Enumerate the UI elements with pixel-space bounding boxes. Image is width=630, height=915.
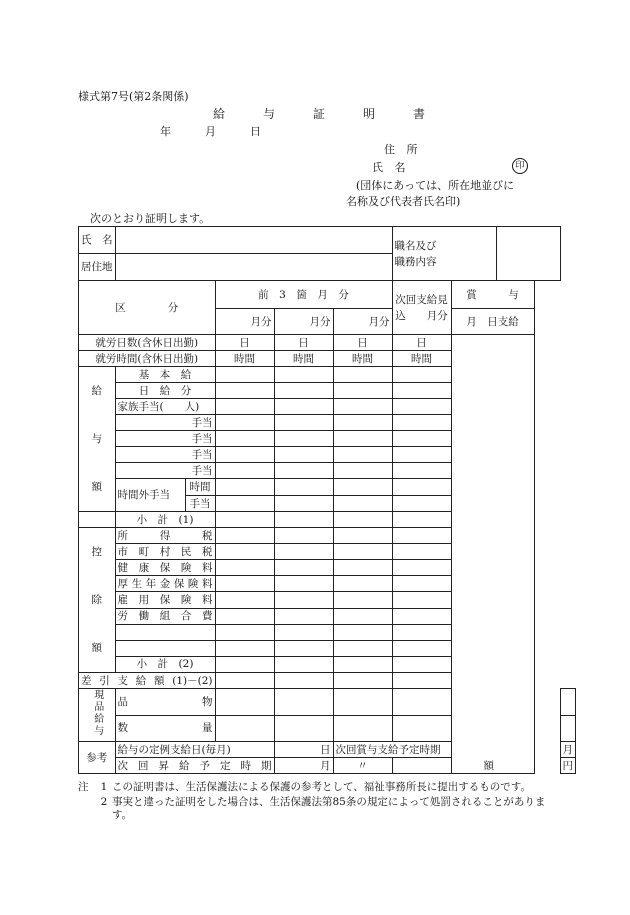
basic-pay-label: 基 本 給 xyxy=(115,367,215,383)
cell[interactable] xyxy=(274,689,333,716)
raise-amount-field[interactable]: 円 xyxy=(560,758,576,774)
work-hours-label: 就労時間(含休日出勤) xyxy=(79,351,216,367)
cell[interactable] xyxy=(333,431,392,447)
cell[interactable] xyxy=(215,673,274,689)
page-title: 給与証明書 xyxy=(213,107,464,121)
cell[interactable] xyxy=(333,656,392,672)
work-hours-m3[interactable]: 時間 xyxy=(333,351,392,367)
cell[interactable] xyxy=(333,689,392,716)
work-days-m2[interactable]: 日 xyxy=(274,335,333,351)
cell[interactable] xyxy=(215,383,274,399)
cell[interactable] xyxy=(392,383,451,399)
cell[interactable] xyxy=(215,544,274,560)
cell[interactable] xyxy=(274,415,333,431)
cell[interactable] xyxy=(215,415,274,431)
cell[interactable] xyxy=(215,512,274,528)
position-field[interactable] xyxy=(496,227,560,281)
cell[interactable] xyxy=(392,640,451,656)
cell[interactable] xyxy=(215,399,274,415)
overtime-label: 時間外手当 xyxy=(115,479,185,512)
note-item: 注 1 この証明書は、生活保護法による保護の参考として、福祉事務所長に提出するものです。 xyxy=(78,781,531,793)
in-kind-label: 現品給与 xyxy=(79,689,116,742)
cell[interactable] xyxy=(392,399,451,415)
cell[interactable] xyxy=(333,367,392,383)
cell[interactable] xyxy=(392,431,451,447)
address-label: 居住地 xyxy=(79,254,116,281)
regular-payday-field[interactable]: 日 xyxy=(274,742,333,758)
next-raise-field[interactable]: 月 xyxy=(274,758,333,774)
cell[interactable] xyxy=(274,496,333,512)
work-hours-next[interactable]: 時間 xyxy=(392,351,451,367)
cell[interactable] xyxy=(274,656,333,672)
work-days-next[interactable]: 日 xyxy=(392,335,451,351)
month-col-2: 月分 xyxy=(274,309,333,335)
cell[interactable] xyxy=(215,496,274,512)
salary-group-label: 給 与 額 xyxy=(79,367,116,512)
family-allowance-label: 家族手当( 人) xyxy=(115,399,215,415)
cell[interactable] xyxy=(274,463,333,479)
net-amount-label: 差引支給額(1)－(2) xyxy=(79,673,216,689)
bonus-area[interactable] xyxy=(451,335,534,774)
cell[interactable] xyxy=(392,715,451,742)
cell[interactable] xyxy=(274,399,333,415)
work-hours-m1[interactable]: 時間 xyxy=(215,351,274,367)
cell[interactable] xyxy=(274,592,333,608)
overtime-hours-label: 時間 xyxy=(185,479,215,496)
in-kind-quantity-label: 数 量 xyxy=(115,715,215,742)
cell[interactable] xyxy=(215,431,274,447)
cell[interactable] xyxy=(333,399,392,415)
cell[interactable] xyxy=(333,608,392,624)
month-col-1: 月分 xyxy=(215,309,274,335)
seal-mark: 印 xyxy=(512,158,528,174)
issuer-address-label: 住 所 xyxy=(384,143,422,156)
salary-certificate-table xyxy=(78,226,576,774)
date-year-label: 年 xyxy=(160,125,171,138)
certify-text: 次のとおり証明します。 xyxy=(90,212,211,225)
cell[interactable] xyxy=(274,512,333,528)
allowance-label: 手当 xyxy=(115,463,215,479)
raise-amount-label: 額 xyxy=(392,758,496,774)
deduction-item-health-insurance: 健康保険料 xyxy=(115,560,215,576)
issuer-name-label: 氏 名 xyxy=(372,161,410,174)
cell[interactable] xyxy=(333,383,392,399)
cell[interactable] xyxy=(274,624,333,640)
cell[interactable] xyxy=(333,528,392,544)
cell[interactable] xyxy=(392,689,451,716)
salary-subtotal-label: 小 計 (1) xyxy=(115,512,215,528)
deduction-group-label: 控 除 額 xyxy=(79,528,116,673)
deduction-item-employment-insurance: 雇用保険料 xyxy=(115,592,215,608)
name-label: 氏 名 xyxy=(79,227,116,254)
cell[interactable] xyxy=(392,528,451,544)
cell[interactable] xyxy=(274,431,333,447)
deduction-item-pension: 厚生年金保険料 xyxy=(115,576,215,592)
cell[interactable] xyxy=(274,447,333,463)
cell[interactable] xyxy=(215,463,274,479)
cell[interactable] xyxy=(333,576,392,592)
cell[interactable] xyxy=(392,479,451,496)
cell[interactable] xyxy=(215,656,274,672)
cell[interactable] xyxy=(392,415,451,431)
issue-date xyxy=(160,123,295,139)
cell[interactable] xyxy=(274,715,333,742)
cell[interactable] xyxy=(333,463,392,479)
cell[interactable] xyxy=(333,640,392,656)
cell[interactable] xyxy=(274,528,333,544)
in-kind-item-label: 品 物 xyxy=(115,689,215,716)
bonus-header: 賞 与 xyxy=(451,281,534,309)
cell[interactable] xyxy=(215,479,274,496)
cell[interactable] xyxy=(333,624,392,640)
cell[interactable] xyxy=(215,715,274,742)
cell[interactable] xyxy=(215,528,274,544)
address-field[interactable] xyxy=(115,254,392,281)
cell[interactable] xyxy=(215,689,274,716)
next-pay-header: 次回支給見 込 月分 xyxy=(392,281,451,335)
cell[interactable] xyxy=(392,624,451,640)
deduction-subtotal-label: 小 計 (2) xyxy=(115,656,215,672)
cell[interactable] xyxy=(392,512,451,528)
cell[interactable] xyxy=(333,715,392,742)
cell[interactable] xyxy=(274,576,333,592)
cell[interactable] xyxy=(333,496,392,512)
cell[interactable] xyxy=(215,640,274,656)
cell[interactable] xyxy=(392,576,451,592)
org-note-line1: (団体にあっては、所在地並びに xyxy=(356,179,515,192)
notes xyxy=(78,781,558,824)
category-header: 区 分 xyxy=(79,281,216,335)
work-days-label: 就労日数(含休日出勤) xyxy=(79,335,216,351)
prev3-months-header: 前 3 箇 月 分 xyxy=(215,281,392,309)
cell[interactable] xyxy=(333,479,392,496)
cell[interactable] xyxy=(274,560,333,576)
cell[interactable] xyxy=(215,608,274,624)
cell[interactable] xyxy=(392,673,451,689)
date-day-label: 日 xyxy=(250,125,261,138)
cell[interactable] xyxy=(274,673,333,689)
allowance-label: 手当 xyxy=(115,431,215,447)
cell[interactable] xyxy=(274,367,333,383)
daily-pay-label: 日 給 分 xyxy=(115,383,215,399)
next-raise-label: 次回昇給予定時期 xyxy=(115,758,274,774)
name-field[interactable] xyxy=(115,227,392,254)
cell[interactable] xyxy=(274,608,333,624)
regular-payday-label: 給与の定例支給日(毎月) xyxy=(115,742,274,758)
cell[interactable] xyxy=(274,479,333,496)
month-col-3: 月分 xyxy=(333,309,392,335)
cell[interactable] xyxy=(274,383,333,399)
deduction-blank-label[interactable] xyxy=(115,640,215,656)
cell[interactable] xyxy=(333,592,392,608)
cell[interactable] xyxy=(333,447,392,463)
deduction-item-union-fee: 労働組合費 xyxy=(115,608,215,624)
cell[interactable] xyxy=(392,544,451,560)
position-label: 職名及び 職務内容 xyxy=(392,227,496,281)
allowance-label: 手当 xyxy=(115,415,215,431)
cell[interactable] xyxy=(560,689,576,716)
cell[interactable] xyxy=(392,608,451,624)
cell[interactable] xyxy=(215,447,274,463)
work-days-m1[interactable]: 日 xyxy=(215,335,274,351)
cell[interactable] xyxy=(215,592,274,608)
next-bonus-label: 次回賞与支給予定時期 xyxy=(333,742,496,758)
overtime-allowance-label: 手当 xyxy=(185,496,215,512)
cell[interactable] xyxy=(392,592,451,608)
deduction-blank-label[interactable] xyxy=(115,624,215,640)
cell[interactable] xyxy=(392,463,451,479)
work-days-m3[interactable]: 日 xyxy=(333,335,392,351)
cell[interactable] xyxy=(274,640,333,656)
cell[interactable] xyxy=(215,560,274,576)
next-bonus-field[interactable]: 月 xyxy=(560,742,576,758)
cell[interactable] xyxy=(333,415,392,431)
cell[interactable] xyxy=(215,624,274,640)
ditto-mark: 〃 xyxy=(333,758,392,774)
allowance-label: 手当 xyxy=(115,447,215,463)
note-item: 2 事実と違った証明をした場合は、生活保護法第85条の規定によって処罰されることがあります。 xyxy=(100,796,546,821)
cell[interactable] xyxy=(392,447,451,463)
cell[interactable] xyxy=(333,544,392,560)
bonus-date-header: 月 日支給 xyxy=(451,309,534,335)
cell[interactable] xyxy=(333,673,392,689)
cell[interactable] xyxy=(392,656,451,672)
org-note-line2: 名称及び代表者氏名印) xyxy=(346,195,461,208)
cell[interactable] xyxy=(392,560,451,576)
deduction-item-income-tax: 所得税 xyxy=(115,528,215,544)
cell[interactable] xyxy=(215,367,274,383)
date-month-label: 月 xyxy=(205,125,216,138)
form-number: 様式第7号(第2条関係) xyxy=(78,90,189,103)
cell[interactable] xyxy=(392,496,451,512)
cell[interactable] xyxy=(333,512,392,528)
cell[interactable] xyxy=(215,576,274,592)
reference-label: 参考 xyxy=(79,742,116,774)
deduction-item-resident-tax: 市町村民税 xyxy=(115,544,215,560)
cell[interactable] xyxy=(333,560,392,576)
cell[interactable] xyxy=(392,367,451,383)
cell[interactable] xyxy=(560,715,576,742)
cell[interactable] xyxy=(274,544,333,560)
work-hours-m2[interactable]: 時間 xyxy=(274,351,333,367)
